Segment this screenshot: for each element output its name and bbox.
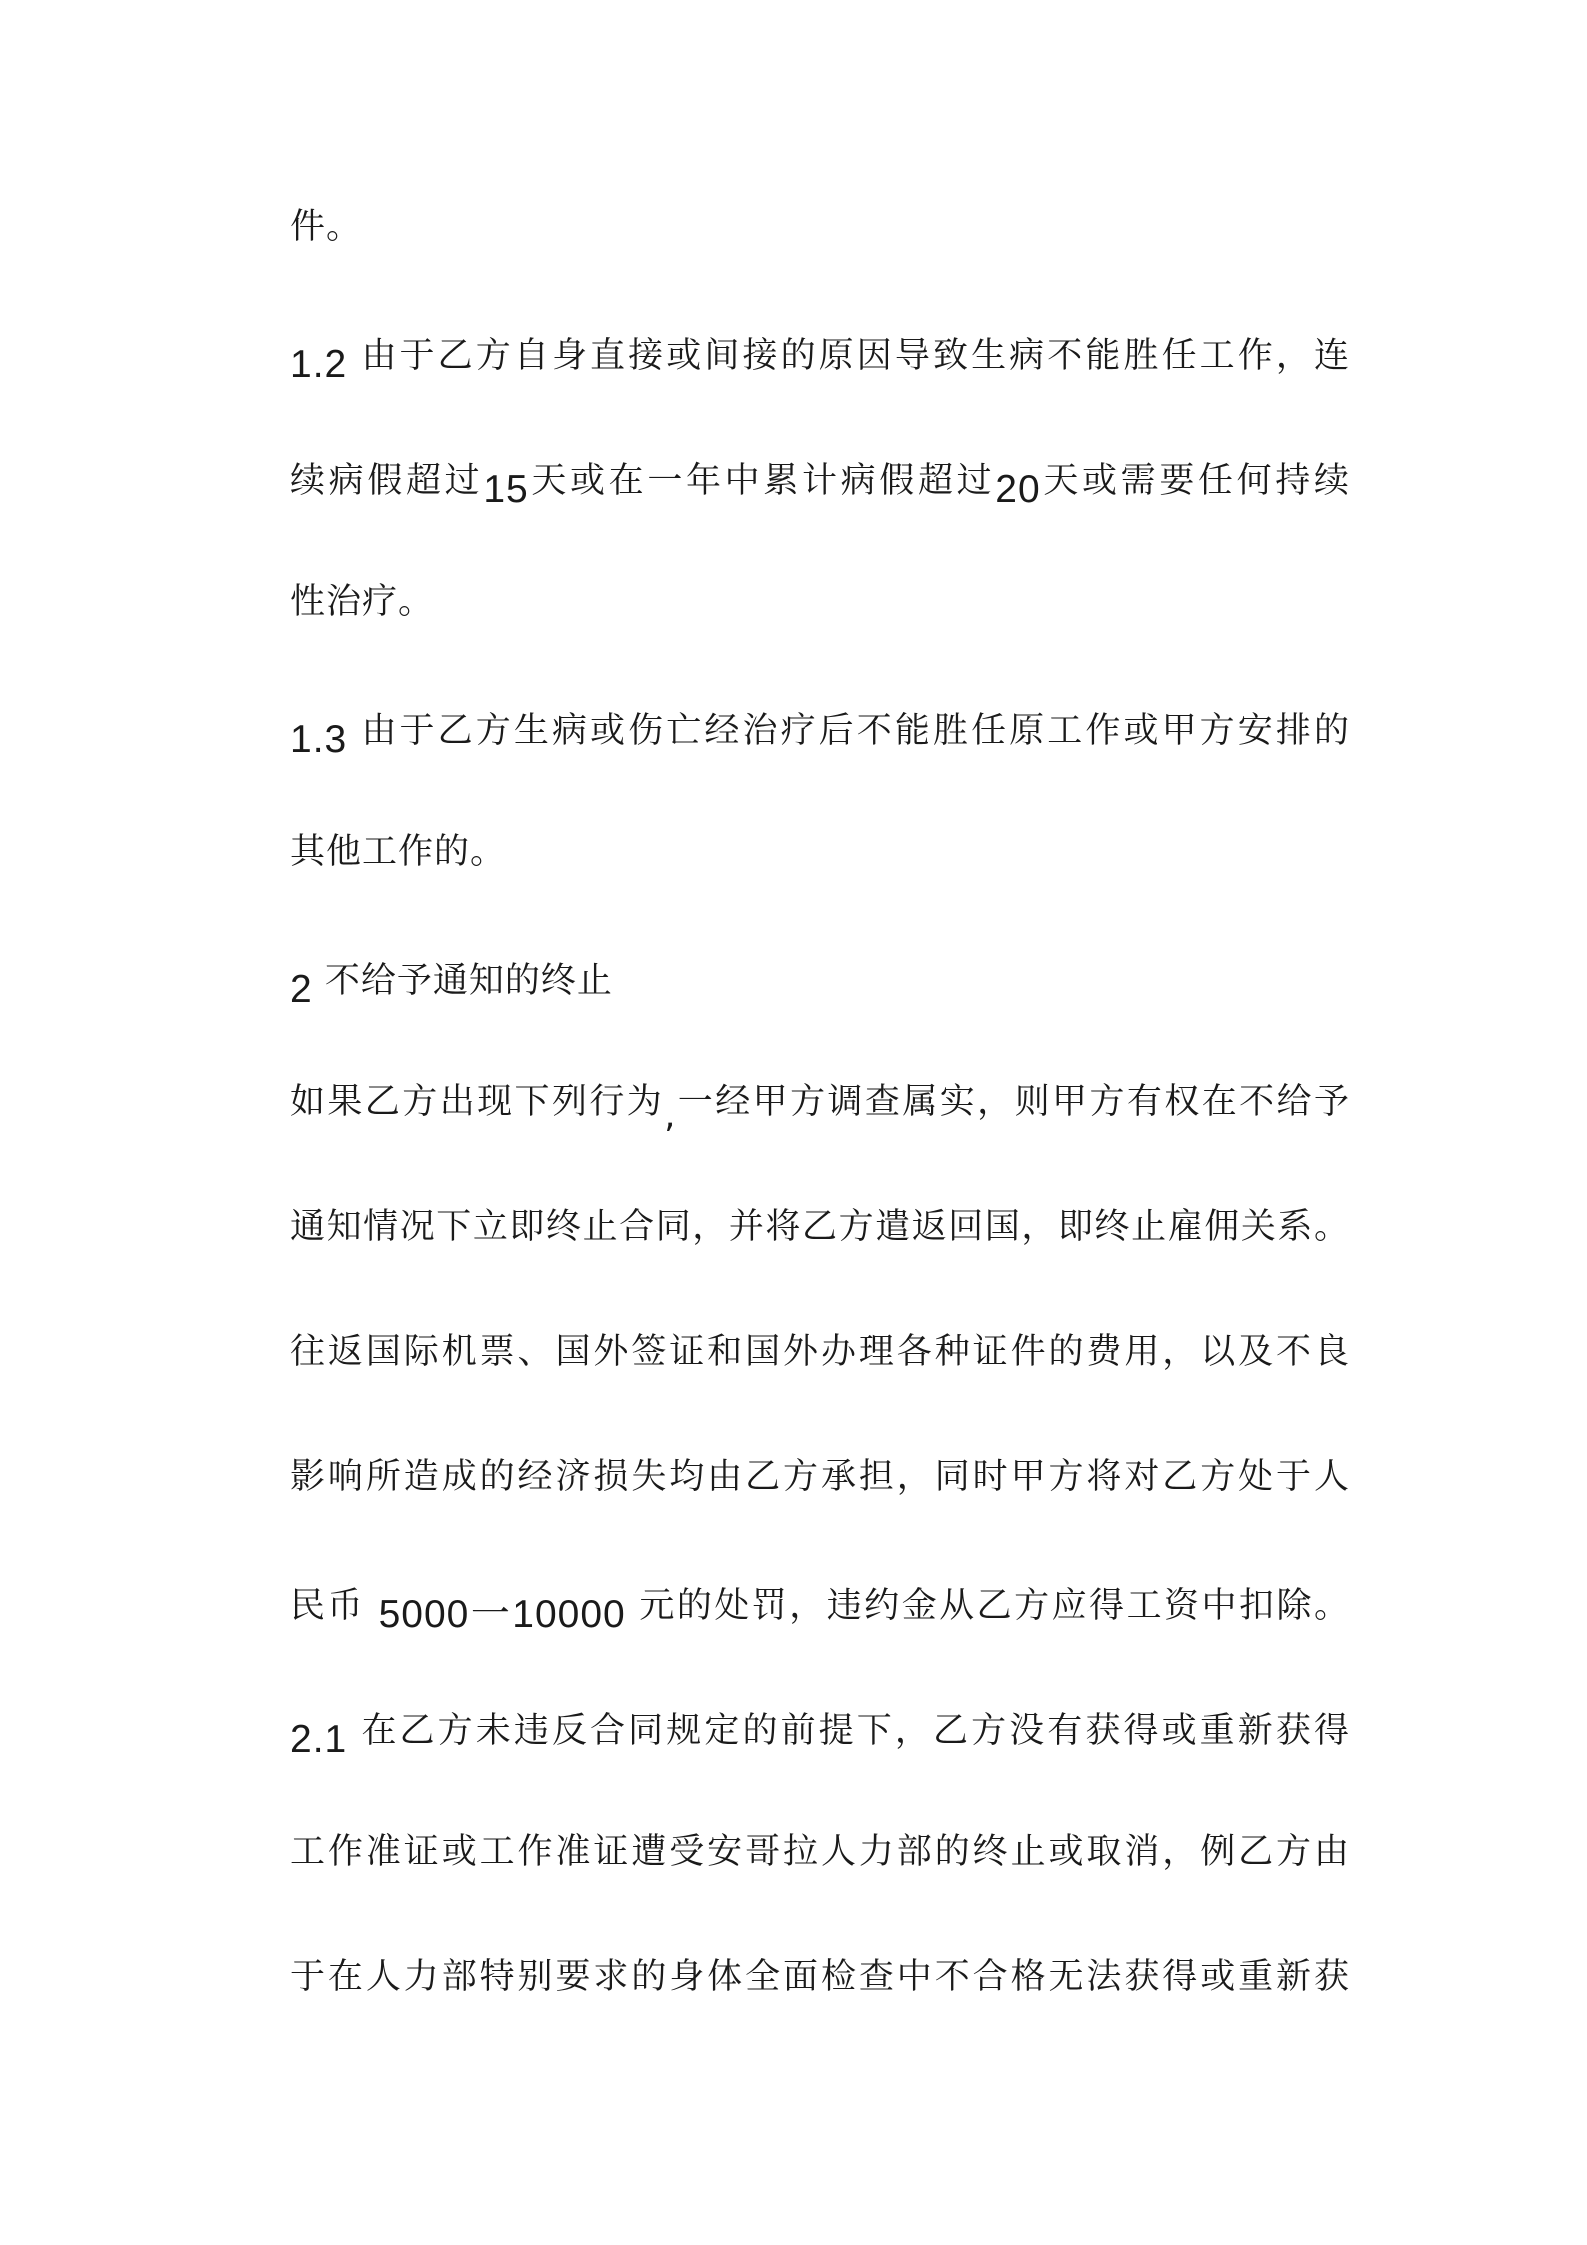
paragraph-line-6 bbox=[290, 832, 1350, 872]
number: 20 bbox=[995, 468, 1041, 511]
text: 由于乙方自身直接或间接的原因导致生病不能胜任工作，连 bbox=[361, 336, 1350, 376]
section-heading bbox=[290, 960, 1350, 1011]
paragraph-line-11 bbox=[290, 1457, 1350, 1497]
paragraph-line-12 bbox=[290, 1585, 1350, 1636]
clause-number: 1.2 bbox=[290, 343, 348, 386]
text: 工作准证或工作准证遭受安哥拉人力部的终止或取消，例乙方由 bbox=[290, 1832, 1350, 1872]
paragraph-line-2 bbox=[290, 335, 1350, 386]
paragraph-line-1 bbox=[290, 207, 1350, 247]
paragraph-line-14 bbox=[290, 1832, 1350, 1872]
paragraph-line-9 bbox=[290, 1207, 1350, 1247]
text: 续病假超过 bbox=[290, 461, 484, 501]
text: 一经甲方调查属实，则甲方有权在不给予 bbox=[676, 1082, 1350, 1122]
section-title: 不给予通知的终止 bbox=[324, 961, 613, 1001]
paragraph-line-8 bbox=[290, 1082, 1350, 1136]
text: 天或需要任何持续 bbox=[1040, 461, 1350, 501]
paragraph-line-4 bbox=[290, 582, 1350, 622]
text: 于在人力部特别要求的身体全面检查中不合格无法获得或重新获 bbox=[290, 1957, 1350, 1997]
paragraph-line-15 bbox=[290, 1957, 1350, 1997]
clause-number: 1.3 bbox=[290, 718, 348, 761]
paragraph-line-3 bbox=[290, 460, 1350, 511]
text: 往返国际机票、国外签证和国外办理各种证件的费用，以及不良 bbox=[290, 1332, 1350, 1372]
text: 天或在一年中累计病假超过 bbox=[528, 461, 996, 501]
paragraph-line-10 bbox=[290, 1332, 1350, 1372]
comma: , bbox=[664, 1096, 677, 1136]
section-number: 2 bbox=[290, 968, 313, 1011]
clause-number: 2.1 bbox=[290, 1718, 348, 1761]
number: 15 bbox=[483, 468, 529, 511]
paragraph-line-5 bbox=[290, 710, 1350, 761]
text: 性治疗。 bbox=[290, 582, 435, 622]
text: 由于乙方生病或伤亡经治疗后不能胜任原工作或甲方安排的 bbox=[361, 711, 1350, 751]
text: 元的处罚，违约金从乙方应得工资中扣除。 bbox=[639, 1586, 1350, 1626]
text: 在乙方未违反合同规定的前提下，乙方没有获得或重新获得 bbox=[361, 1711, 1350, 1751]
text: 通知情况下立即终止合同，并将乙方遣返回国，即终止雇佣关系。 bbox=[290, 1207, 1350, 1247]
text: 件。 bbox=[290, 207, 363, 247]
text: 民币 bbox=[290, 1586, 365, 1626]
amount-range: 5000一10000 bbox=[378, 1593, 626, 1636]
text: 其他工作的。 bbox=[290, 832, 507, 872]
paragraph-line-13 bbox=[290, 1710, 1350, 1761]
text: 如果乙方出现下列行为 bbox=[290, 1082, 665, 1122]
text: 影响所造成的经济损失均由乙方承担，同时甲方将对乙方处于人 bbox=[290, 1457, 1350, 1497]
